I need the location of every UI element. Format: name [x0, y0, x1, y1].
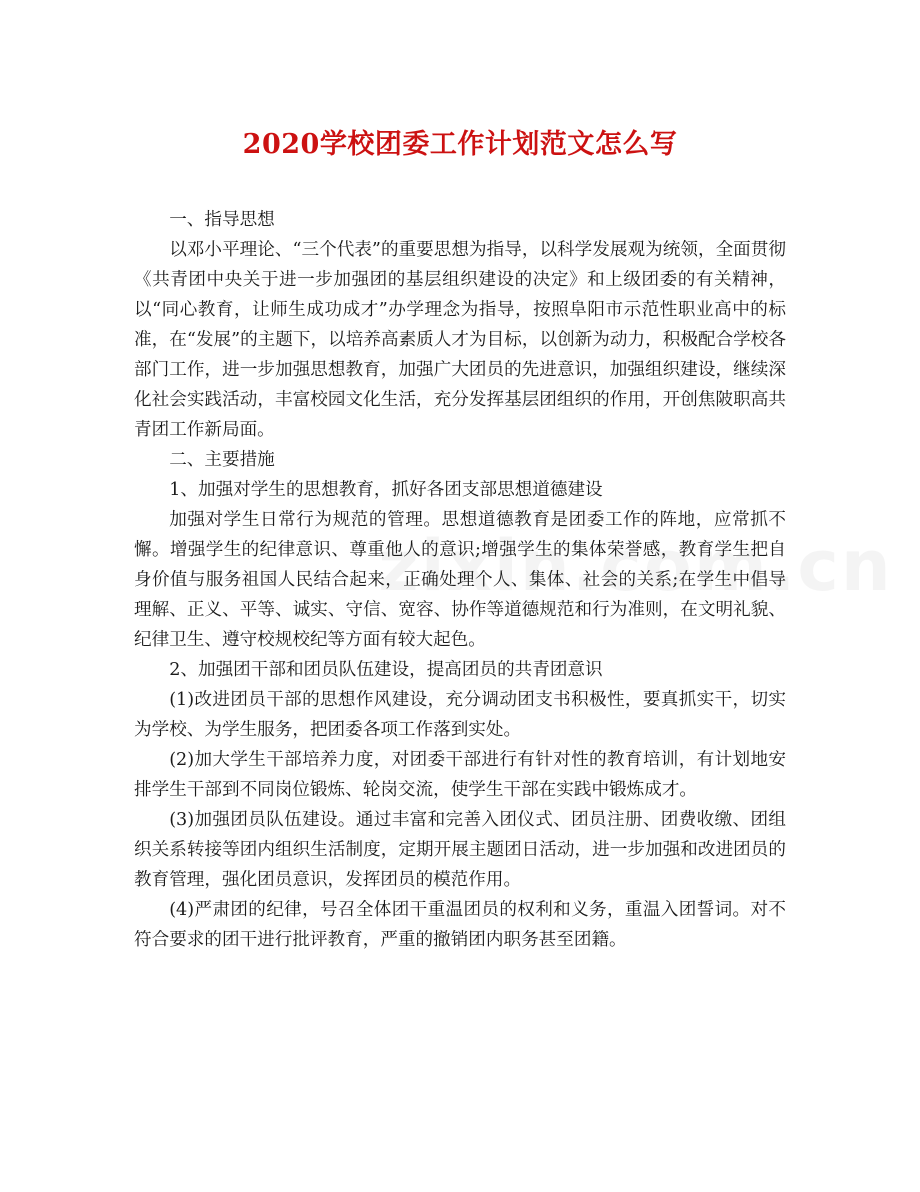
list-item-1: (1)改进团员干部的思想作风建设，充分调动团支书积极性，要真抓实干，切实为学校、为学生服务，把团委各项工作落到实处。	[134, 690, 786, 740]
document-body	[134, 205, 786, 955]
list-item-2: (2)加大学生干部培养力度，对团委干部进行有针对性的教育培训，有计划地安排学生干部到不同岗位锻炼、轮岗交流，使学生干部在实践中锻炼成才。	[134, 750, 786, 800]
list-item-4: (4)严肃团的纪律，号召全体团干重温团员的权利和义务，重温入团誓词。对不符合要求的团干进行批评教育，严重的撤销团内职务甚至团籍。	[134, 900, 786, 950]
subheading-ideological-education: 1、加强对学生的思想教育，抓好各团支部思想道德建设	[169, 480, 603, 500]
section-heading-guiding-ideology: 一、指导思想	[169, 210, 275, 230]
paragraph-guiding-ideology: 以邓小平理论、“三个代表”的重要思想为指导，以科学发展观为统领，全面贯彻《共青团中央关于进一步加强团的基层组织建设的决定》和上级团委的有关精神，以“同心教育，让师生成功成才”办学理念为指导，按照阜阳市示范性职业高中的标准，在“发展”的主题下，以培养高素质人才为目标，以创新为动力，积极配合学校各部门工作，进一步加强思想教育，加强广大团员的先进意识，加强组织建设，继续深化社会实践活动，丰富校园文化生活，充分发挥基层团组织的作用，开创焦陂职高共青团工作新局面。	[134, 240, 786, 440]
section-heading-main-measures: 二、主要措施	[169, 450, 275, 470]
paragraph-behavior-management: 加强对学生日常行为规范的管理。思想道德教育是团委工作的阵地，应常抓不懈。增强学生的纪律意识、尊重他人的意识;增强学生的集体荣誉感，教育学生把自身价值与服务祖国人民结合起来，正确处理个人、集体、社会的关系;在学生中倡导理解、正义、平等、诚实、守信、宽容、协作等道德规范和行为准则，在文明礼貌、纪律卫生、遵守校规校纪等方面有较大起色。	[134, 510, 786, 650]
document-title: 2020学校团委工作计划范文怎么写	[242, 129, 678, 160]
subheading-cadre-team-building: 2、加强团干部和团员队伍建设，提高团员的共青团意识	[169, 660, 603, 680]
list-item-3: (3)加强团员队伍建设。通过丰富和完善入团仪式、团员注册、团费收缴、团组织关系转接等团内组织生活制度，定期开展主题团日活动，进一步加强和改进团员的教育管理，强化团员意识，发挥团员的模范作用。	[134, 810, 786, 890]
